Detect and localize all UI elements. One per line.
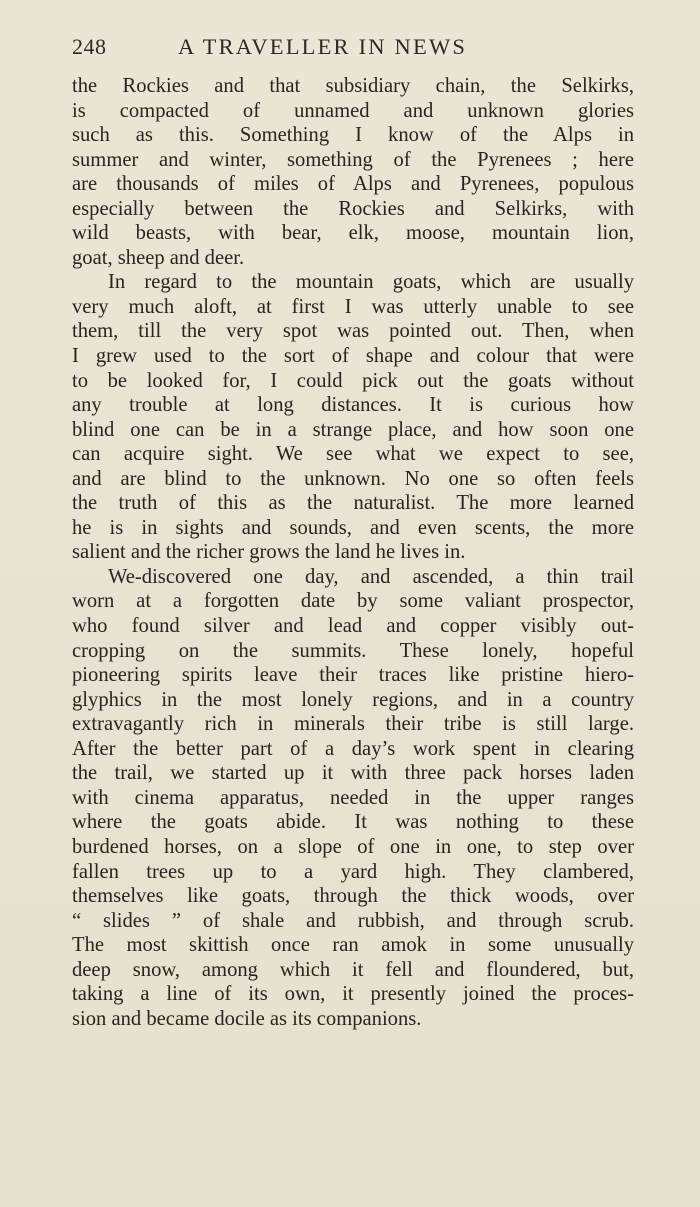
text-line: where the goats abide. It was nothing to these: [72, 811, 634, 834]
text-line: The most skittish once ran amok in some unusually: [72, 934, 634, 957]
text-line: the Rockies and that subsidiary chain, the Selkirks,: [72, 75, 634, 97]
text-line: wild beasts, with bear, elk, moose, mountain lion,: [72, 222, 634, 245]
text-line: blind one can be in a strange place, and how soon one: [72, 418, 634, 441]
text-line: and are blind to the unknown. No one so often feels: [72, 467, 634, 490]
text-line: “ slides ” of shale and rubbish, and through scrub.: [72, 909, 634, 932]
text-line: summer and winter, something of the Pyrenees ; here: [72, 148, 634, 171]
page-header: [72, 34, 637, 64]
text-line: fallen trees up to a yard high. They clambered,: [72, 860, 634, 883]
text-line: them, till the very spot was pointed out. Then, when: [72, 320, 634, 343]
text-line: extravagantly rich in minerals their tribe is still large.: [72, 713, 634, 736]
text-line: any trouble at long distances. It is curious how: [72, 394, 634, 417]
text-line: salient and the richer grows the land he lives in.: [72, 541, 466, 564]
text-line: worn at a forgotten date by some valiant prospector,: [72, 590, 634, 613]
body-text: [72, 74, 634, 1031]
text-line: cropping on the summits. These lonely, hopeful: [72, 639, 634, 662]
text-line: pioneering spirits leave their traces like pristine hiero-: [72, 664, 634, 687]
text-line: can acquire sight. We see what we expect to see,: [72, 443, 634, 466]
text-line: very much aloft, at first I was utterly unable to see: [72, 295, 634, 318]
text-line: who found silver and lead and copper visibly out-: [72, 615, 634, 638]
text-line: glyphics in the most lonely regions, and in a country: [72, 688, 634, 711]
text-line: especially between the Rockies and Selkirks, with: [72, 197, 634, 220]
text-line: deep snow, among which it fell and floundered, but,: [72, 958, 634, 981]
text-line: is compacted of unnamed and unknown glories: [72, 99, 634, 122]
text-line: the trail, we started up it with three pack horses laden: [72, 762, 634, 785]
text-line: burdened horses, on a slope of one in one, to step over: [72, 835, 634, 858]
text-line: the truth of this as the naturalist. The more learned: [72, 492, 634, 515]
text-line: I grew used to the sort of shape and colour that were: [72, 345, 634, 368]
text-line: to be looked for, I could pick out the goats without: [72, 369, 634, 392]
text-line: After the better part of a day’s work spent in clearing: [72, 737, 634, 760]
text-line: with cinema apparatus, needed in the upper ranges: [72, 786, 634, 809]
text-line: themselves like goats, through the thick woods, over: [72, 885, 634, 908]
page-number: 248: [72, 34, 107, 59]
running-head: A TRAVELLER IN NEWS: [178, 34, 468, 59]
text-line: are thousands of miles of Alps and Pyrenees, populous: [72, 173, 634, 196]
text-line: We-discovered one day, and ascended, a thin trail: [108, 565, 634, 588]
text-line: taking a line of its own, it presently joined the proces-: [72, 983, 634, 1006]
text-line: sion and became docile as its companions.: [72, 1007, 422, 1030]
text-line: such as this. Something I know of the Alps in: [72, 124, 634, 147]
text-line: In regard to the mountain goats, which are usually: [108, 271, 634, 294]
text-line: he is in sights and sounds, and even scents, the more: [72, 516, 634, 539]
text-line: goat, sheep and deer.: [72, 246, 245, 269]
